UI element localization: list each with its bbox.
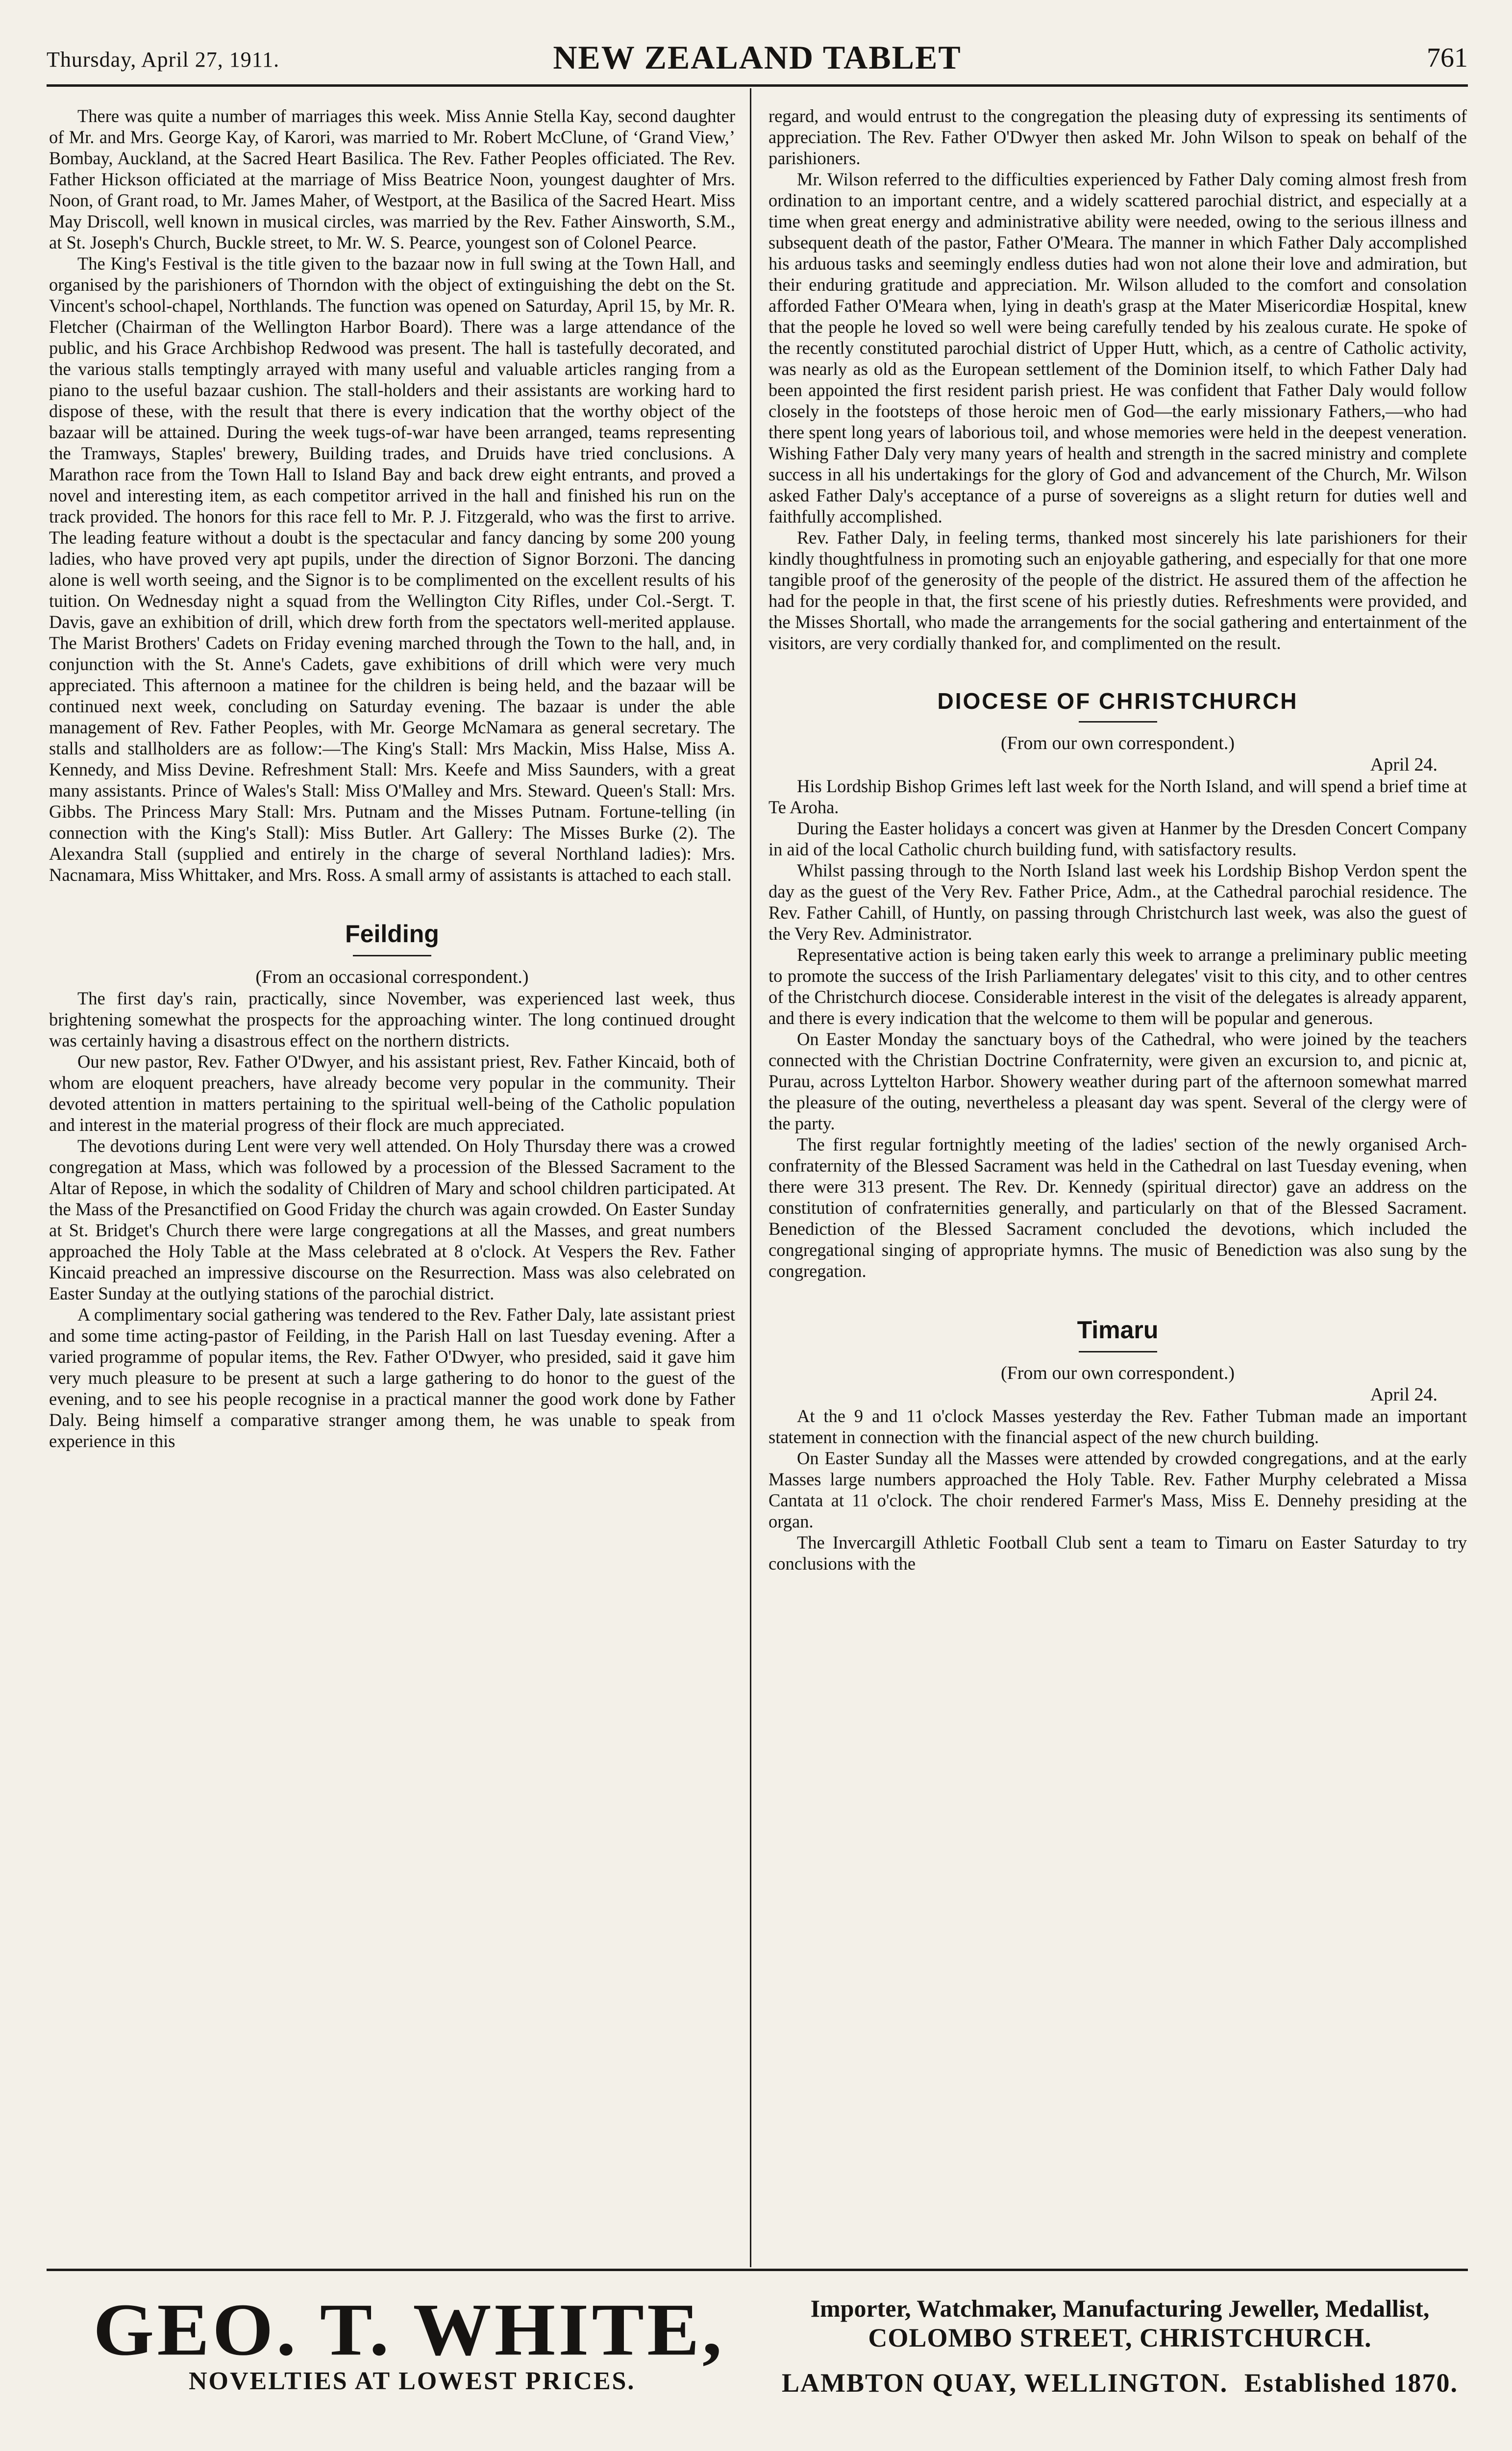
section-heading-christchurch: DIOCESE OF CHRISTCHURCH — [937, 688, 1298, 714]
column-divider — [750, 88, 751, 2267]
article-paragraph: The first regular fortnightly meeting of the ladies' section of the newly organised Arch-confraternity of the Blessed Sacrament was held in the Cathedral on last Tuesday evening, when there were 313 present. The Rev. Dr. Kennedy (spiritual director) gave an address on the constitution of confraternities generally, and particularly on that of the Blessed Sacrament. Benediction of the Blessed Sacrament concluded the devotions, which included the congregational singing of appropriate hymns. The music of Benediction was also sung by the congregation. — [768, 1134, 1467, 1281]
correspondent-note: (From our own correspondent.) — [1000, 1363, 1235, 1383]
advertiser-established: Established 1870. — [1244, 2368, 1458, 2398]
masthead-title: NEW ZEALAND TABLET — [553, 39, 962, 76]
article-paragraph: The first day's rain, practically, since November, was experienced last week, thus brightening somewhat the prospects for the approaching winter. The long continued drought was certainly having a disastrous effect on the northern districts. — [49, 988, 735, 1050]
advertiser-address-row — [772, 2368, 1468, 2398]
article-paragraph: Rev. Father Daly, in feeling terms, thanked most sincerely his late parishioners for their kindly thoughtfulness in promoting such an enjoyable gathering, and especially for that one more tangible proof of the generosity of the people of the district. He assured them of the affection he had for the people in that, the first scene of his priestly duties. Refreshments were provided, and the Misses Shortall, who made the arrangements for the social gathering and entertainment of the visitors, are very cordially thanked for, and complimented on the result. — [768, 527, 1467, 653]
article-paragraph: A complimentary social gathering was tendered to the Rev. Father Daly, late assistant priest and some time acting-pastor of Feilding, in the Parish Hall on last Tuesday evening. After a varied programme of popular items, the Rev. Father O'Dwyer, who presided, said it gave him very much pleasure to be present at such a large gathering to do honor to the guest of the evening, and to see his people recognise in a practical manner the good work done by Father Daly. Being himself a comparative stranger among them, he was unable to speak from experience in this — [49, 1304, 735, 1451]
article-paragraph: Mr. Wilson referred to the difficulties experienced by Father Daly coming almost fresh from ordination to an important centre, and a widely scattered parochial district, and especially at a time when great energy and administrative ability were needed, owing to the serious illness and subsequent death of the pastor, Father O'Meara. The manner in which Father Daly accomplished his arduous tasks and seemingly endless duties had won not alone their love and admiration, but their enduring gratitude and appreciation. Mr. Wilson alluded to the comfort and consolation afforded Father O'Meara when, lying in death's grasp at the Mater Misericordiæ Hospital, knew that the people he loved so well were being carefully tended by his zealous curate. He spoke of the recently constituted parochial district of Upper Hutt, which, as a centre of Catholic activity, was nearly as old as the European settlement of the Dominion itself, to which Father Daly had been appointed the first resident parish priest. He was confident that Father Daly would follow closely in the footsteps of those heroic men of God—the early missionary Fathers,—who had there spent long years of laborious toil, and whose memories were held in the deepest veneration. Wishing Father Daly very many years of health and strength in the sacred ministry and complete success in all his undertakings for the glory of God and advancement of the Church, Mr. Wilson asked Father Daly's acceptance of a purse of sovereigns as a slight return for duties well and faithfully accomplished. — [768, 169, 1467, 526]
left-column — [49, 105, 735, 2262]
advertiser-details — [772, 2294, 1468, 2398]
article-paragraph: Representative action is being taken early this week to arrange a preliminary public meeting to promote the success of the Irish Parliamentary delegates' visit to this city, and to other centres of the Christchurch diocese. Considerable interest in the visit of the delegates is already apparent, and there is every indication that the welcome to them will be popular and generous. — [768, 945, 1467, 1028]
article-paragraph: At the 9 and 11 o'clock Masses yesterday the Rev. Father Tubman made an important statement in connection with the financial aspect of the new church building. — [768, 1406, 1467, 1447]
article-paragraph: The Invercargill Athletic Football Club sent a team to Timaru on Easter Saturday to try conclusions with the — [768, 1532, 1467, 1574]
article-paragraph: Our new pastor, Rev. Father O'Dwyer, and his assistant priest, Rev. Father Kincaid, both of whom are eloquent preachers, have already become very popular in the community. Their devoted attention in matters pertaining to the spiritual well-being of the Catholic population and interest in the material progress of their flock are much appreciated. — [49, 1051, 735, 1135]
correspondent-note: (From our own correspondent.) — [1000, 733, 1235, 753]
article-paragraph: regard, and would entrust to the congregation the pleasing duty of expressing its sentiments of appreciation. The Rev. Father O'Dwyer then asked Mr. John Wilson to speak on behalf of the parishioners. — [768, 106, 1467, 168]
advertiser-address-christchurch: COLOMBO STREET, CHRISTCHURCH. — [868, 2323, 1372, 2352]
issue-date: Thursday, April 27, 1911. — [47, 48, 280, 72]
dateline: April 24. — [1370, 1384, 1438, 1405]
advertiser-address-wellington: LAMBTON QUAY, WELLINGTON. — [782, 2368, 1228, 2398]
advertiser-tagline: NOVELTIES AT LOWEST PRICES. — [189, 2367, 636, 2395]
footer-advertisement — [47, 2279, 1468, 2451]
article-paragraph: During the Easter holidays a concert was given at Hanmer by the Dresden Concert Company in aid of the local Catholic church building fund, with satisfactory results. — [768, 818, 1467, 859]
section-heading-feilding: Feilding — [345, 920, 439, 948]
dateline: April 24. — [1370, 754, 1438, 775]
right-column — [768, 105, 1467, 2262]
article-paragraph: The King's Festival is the title given to the bazaar now in full swing at the Town Hall, and organised by the parishioners of Thorndon with the object of extinguishing the debt on the St. Vincent's school-chapel, Northlands. The function was opened on Saturday, April 15, by Mr. R. Fletcher (Chairman of the Wellington Harbor Board). There was a large attendance of the public, and his Grace Archbishop Redwood was present. The hall is tastefully decorated, and the various stalls temptingly arrayed with many useful and valuable articles ranging from a piano to the useful bazaar cushion. The stall-holders and their assistants are working hard to dispose of these, with the result that there is every indication that the worthy object of the bazaar will be attained. During the week tugs-of-war have been arranged, teams representing the Tramways, Staples' brewery, Building trades, and Druids have tried conclusions. A Marathon race from the Town Hall to Island Bay and back drew eight entrants, and proved a novel and interesting item, as each competitor arrived in the hall and finished his run on the track provided. The honors for this race fell to Mr. P. J. Fitzgerald, who was the first to arrive. The leading feature without a doubt is the spectacular and fancy dancing by some 200 young ladies, who have proved very apt pupils, under the direction of Signor Borzoni. The dancing alone is well worth seeing, and the Signor is to be complimented on the excellent results of his tuition. On Wednesday night a squad from the Wellington City Rifles, under Col.-Sergt. T. Davis, gave an exhibition of drill, which drew forth from the spectators well-merited applause. The Marist Brothers' Cadets on Friday evening marched through the Town to the hall, and, in conjunction with the St. Anne's Cadets, gave exhibitions of drill which were very much appreciated. This afternoon a matinee for the children is being held, and the bazaar will be continued next week, concluding on Saturday evening. The bazaar is under the able management of Rev. Father Peoples, with Mr. George McNamara as general secretary. The stalls and stallholders are as follow:—The King's Stall: Mrs Mackin, Miss Halse, Miss A. Kennedy, and Miss Devine. Refreshment Stall: Mrs. Keefe and Miss Saunders, with a great many assistants. Prince of Wales's Stall: Miss O'Malley and Mrs. Steward. Queen's Stall: Mrs. Gibbs. The Princess Mary Stall: Mrs. Putnam and the Misses Putnam. Fortune-telling (in connection with the King's Stall): Miss Butler. Art Gallery: The Misses Burke (2). The Alexandra Stall (supplied and entirely in the charge of several Northland ladies): Mrs. Nacnamara, Miss Whittaker, and Mrs. Ross. A small army of assistants is attached to each stall. — [49, 253, 735, 885]
header-rule — [47, 84, 1468, 87]
heading-rule — [1079, 721, 1157, 723]
heading-rule — [1079, 1351, 1157, 1352]
article-paragraph: Whilst passing through to the North Island last week his Lordship Bishop Verdon spent the day as the guest of the Very Rev. Father Price, Adm., at the Cathedral parochial residence. The Rev. Father Cahill, of Huntly, on passing through Christchurch last week, was also the guest of the Very Rev. Administrator. — [768, 860, 1467, 944]
advertiser-trade: Importer, Watchmaker, Manufacturing Jeweller, Medallist, — [810, 2295, 1430, 2322]
article-paragraph: There was quite a number of marriages this week. Miss Annie Stella Kay, second daughter of Mr. and Mrs. George Kay, of Karori, was married to Mr. Robert McClune, of ‘Grand View,’ Bombay, Auckland, at the Sacred Heart Basilica. The Rev. Father Peoples officiated. The Rev. Father Hickson officiated at the marriage of Miss Beatrice Noon, youngest daughter of Mrs. Noon, of Grant road, to Mr. James Maher, of Westport, at the Basilica of the Sacred Heart. Miss May Driscoll, well known in musical circles, was married by the Rev. Father Ainsworth, S.M., at St. Joseph's Church, Buckle street, to Mr. W. S. Pearce, youngest son of Colonel Pearce. — [49, 106, 735, 252]
heading-rule — [353, 955, 431, 956]
section-heading-timaru: Timaru — [1077, 1316, 1159, 1344]
article-paragraph: On Easter Monday the sanctuary boys of the Cathedral, who were joined by the teachers connected with the Christian Doctrine Confraternity, were given an excursion to, and picnic at, Purau, across Lyttelton Harbor. Showery weather during part of the afternoon somewhat marred the pleasure of the outing, nevertheless a pleasant day was spent. Several of the clergy were of the party. — [768, 1029, 1467, 1133]
article-paragraph: On Easter Sunday all the Masses were attended by crowded congregations, and at the early Masses large numbers approached the Holy Table. Rev. Father Murphy celebrated a Missa Cantata at 11 o'clock. The choir rendered Farmer's Mass, Miss E. Dennehy presiding at the organ. — [768, 1448, 1467, 1531]
page-number: 761 — [1427, 43, 1468, 73]
correspondent-note: (From an occasional correspondent.) — [255, 967, 529, 987]
article-paragraph: His Lordship Bishop Grimes left last week for the North Island, and will spend a brief time at Te Aroha. — [768, 776, 1467, 817]
advertiser-name: GEO. T. WHITE, — [93, 2288, 725, 2371]
article-paragraph: The devotions during Lent were very well attended. On Holy Thursday there was a crowed congregation at Mass, which was followed by a procession of the Blessed Sacrament to the Altar of Repose, in which the sodality of Children of Mary and school children participated. At the Mass of the Presanctified on Good Friday the church was again crowded. On Easter Sunday at St. Bridget's Church there were large congregations at all the Masses, and great numbers approached the Holy Table at the Mass celebrated at 8 o'clock. At Vespers the Rev. Father Kincaid preached an impressive discourse on the Resurrection. Mass was also celebrated on Easter Sunday at the outlying stations of the parochial district. — [49, 1136, 735, 1303]
page-header — [47, 38, 1468, 82]
footer-rule — [47, 2269, 1468, 2271]
